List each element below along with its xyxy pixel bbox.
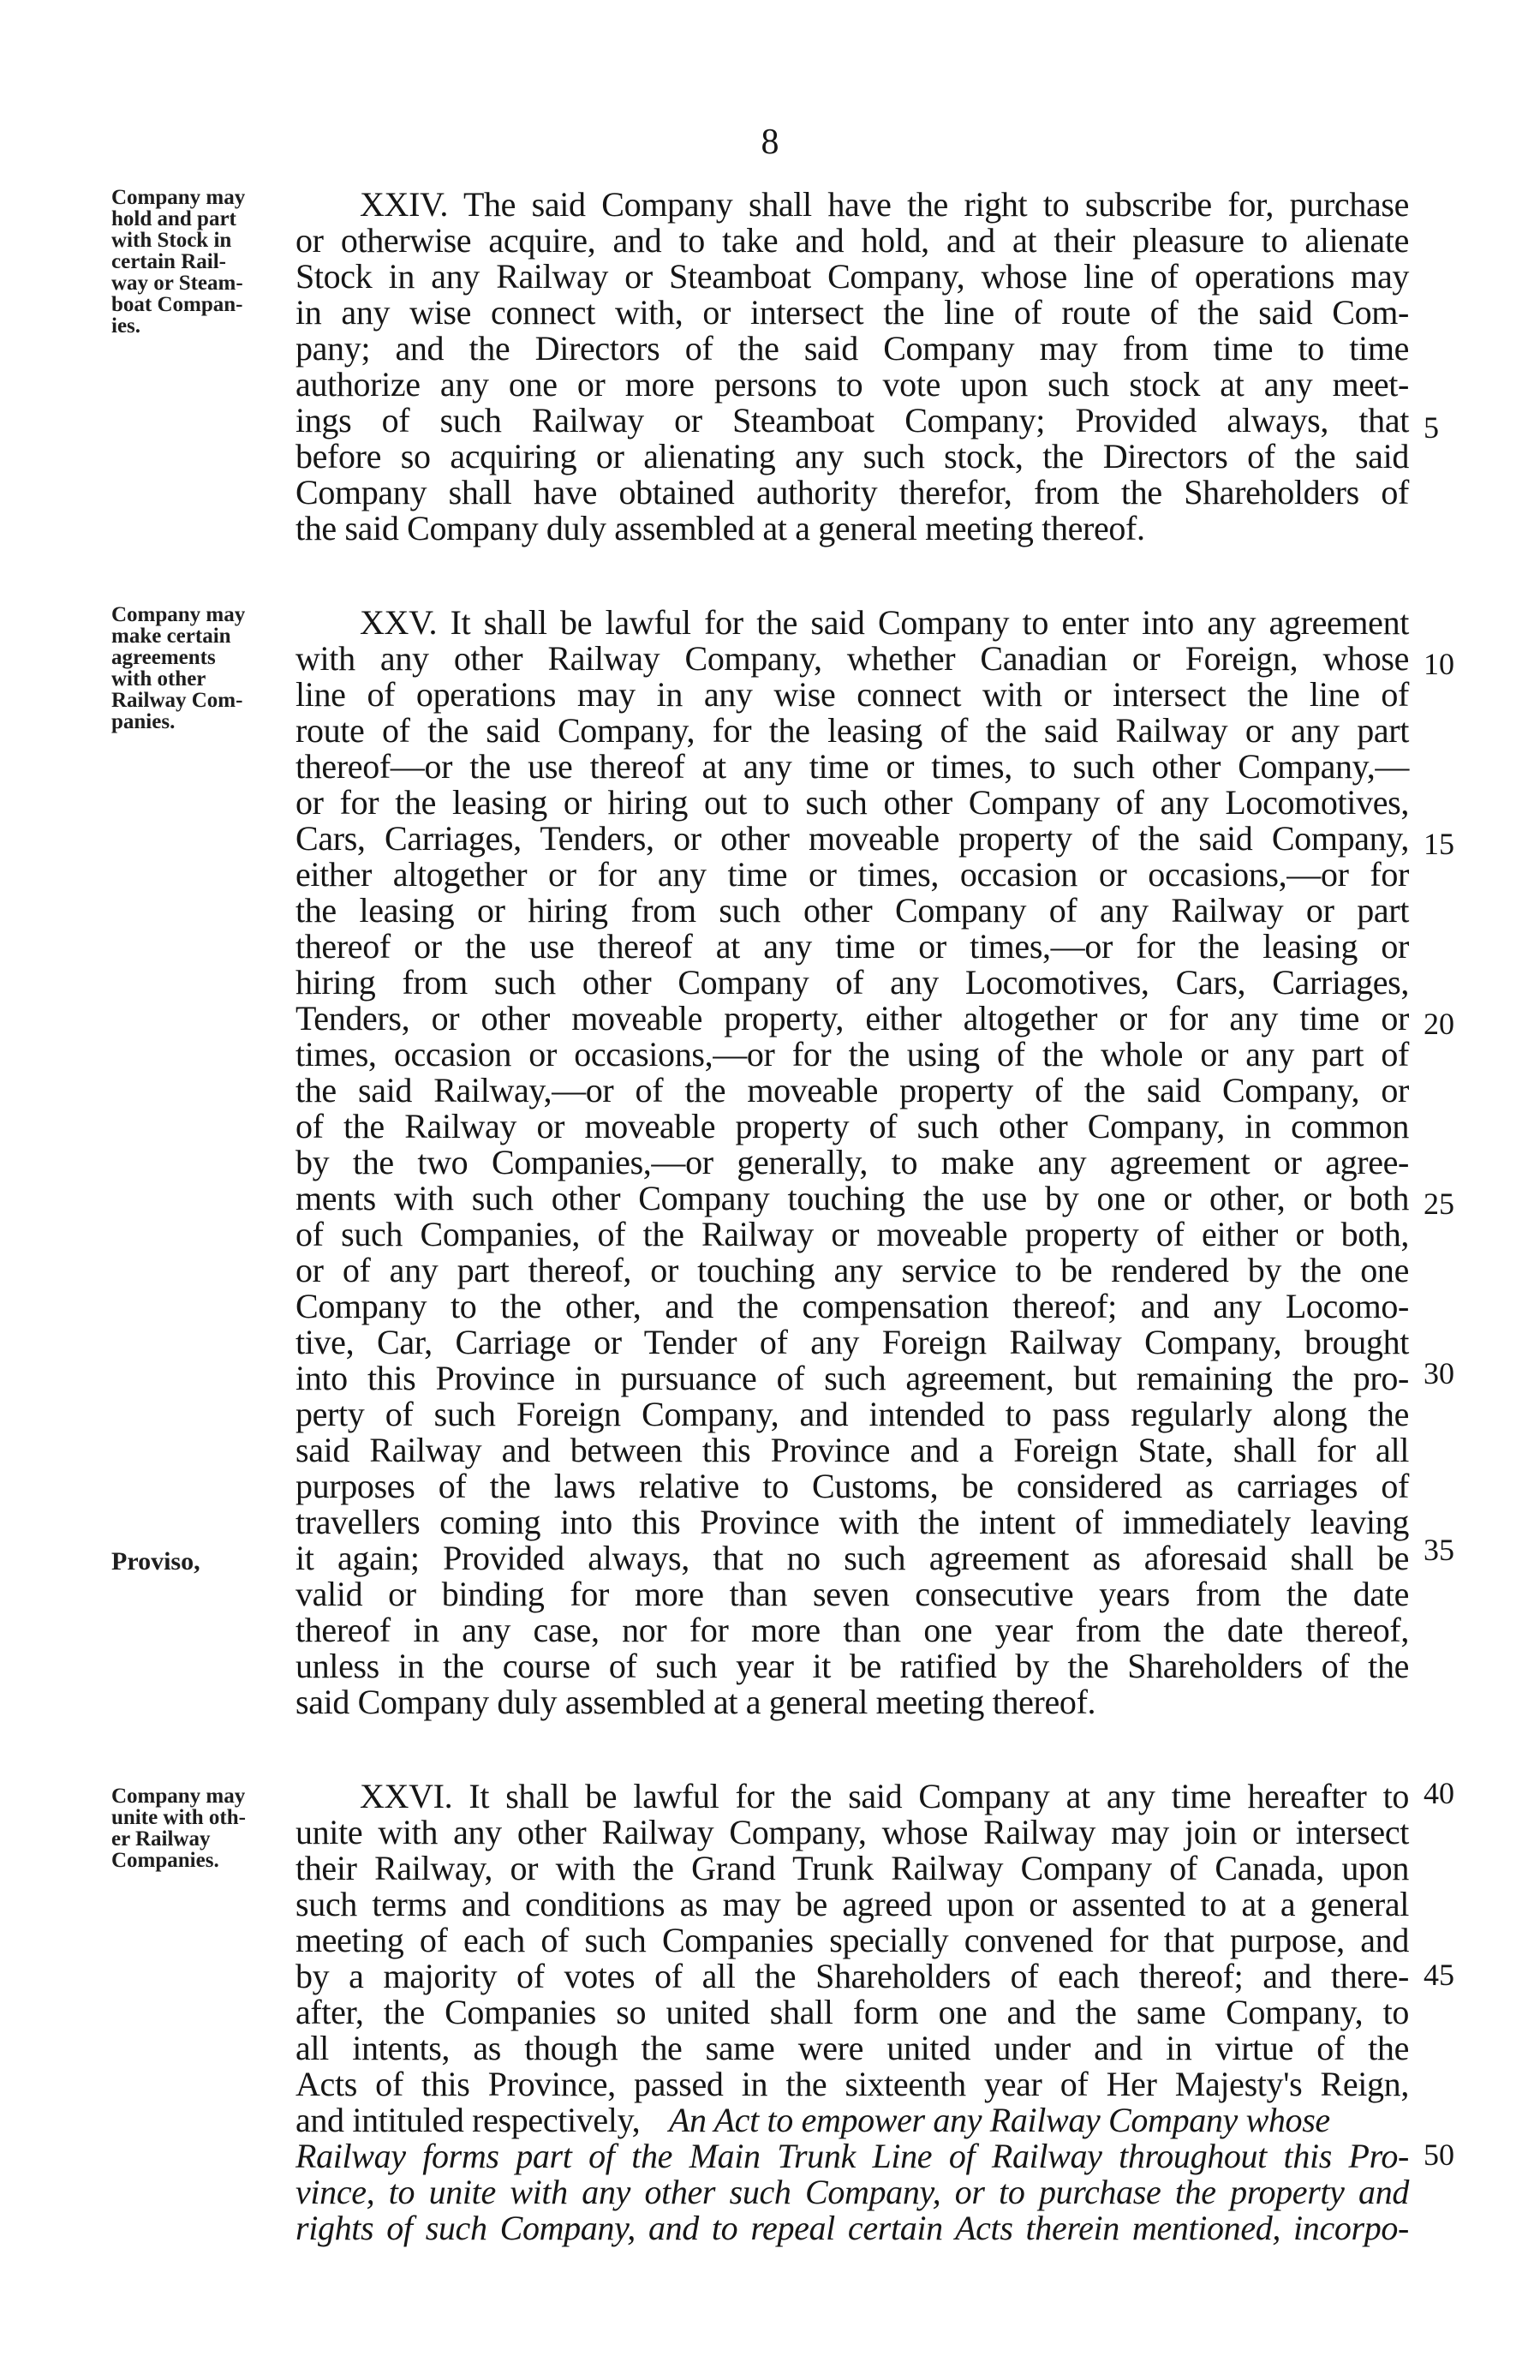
text-line: times, occasion or occasions,—or for the using of the whole or any part of	[295, 1035, 1409, 1073]
text-line: Acts of this Province, passed in the sixteenth year of Her Majesty's Reign,	[295, 2065, 1409, 2103]
text-line: vince, to unite with any other such Company, or to purchase the property and	[295, 2173, 1409, 2211]
margin-note-line: unite with oth-	[111, 1806, 246, 1829]
text-line: unless in the course of such year it be ratified by the Shareholders of the	[295, 1647, 1409, 1685]
text-line: perty of such Foreign Company, and intended to pass regularly along the	[295, 1395, 1409, 1433]
text-line: route of the said Company, for the leasing of the said Railway or any part	[295, 711, 1409, 750]
line-number: 15	[1424, 827, 1454, 861]
text-line: the said Company duly assembled at a general meeting thereof.	[295, 509, 1145, 547]
text-line: all intents, as though the same were united under and in virtue of the	[295, 2029, 1409, 2067]
text-line: ings of such Railway or Steamboat Company; Provided always, that	[295, 401, 1409, 440]
margin-note-line: make certain	[111, 625, 231, 648]
margin-note-xxvi	[111, 1785, 287, 1871]
text-line: the said Railway,—or of the moveable property of the said Company, or	[295, 1071, 1409, 1109]
margin-note-line: Company may	[111, 603, 246, 626]
text-line: tive, Car, Carriage or Tender of any Foreign Railway Company, brought	[295, 1323, 1409, 1361]
margin-note-line: boat Compan-	[111, 293, 243, 316]
text-line: XXVI. It shall be lawful for the said Company at any time hereafter to	[360, 1777, 1409, 1815]
margin-note-line: with other	[111, 667, 206, 691]
text-line: Railway forms part of the Main Trunk Line of Railway throughout this Pro-	[295, 2137, 1409, 2175]
text-line: ments with such other Company touching the use by one or other, or both	[295, 1179, 1409, 1217]
margin-note-line: er Railway	[111, 1827, 211, 1851]
line-number: 30	[1424, 1356, 1454, 1390]
margin-note-line: panies.	[111, 710, 176, 733]
line-number: 25	[1424, 1187, 1454, 1221]
text-line: Company shall have obtained authority therefor, from the Shareholders of	[295, 473, 1409, 511]
text-line: either altogether or for any time or times, occasion or occasions,—or for	[295, 855, 1409, 894]
text-line: rights of such Company, and to repeal certain Acts therein mentioned, incorpo-	[295, 2209, 1409, 2247]
text-line: the leasing or hiring from such other Company of any Railway or part	[295, 891, 1409, 930]
text-line: before so acquiring or alienating any such stock, the Directors of the said	[295, 437, 1409, 475]
margin-note-line: agreements	[111, 646, 216, 669]
text-line: Tenders, or other moveable property, either altogether or for any time or	[295, 999, 1409, 1038]
text-line: travellers coming into this Province with the intent of immediately leaving	[295, 1503, 1409, 1541]
text-line: said Railway and between this Province and a Foreign State, shall for all	[295, 1431, 1409, 1469]
text-line: or for the leasing or hiring out to such other Company of any Locomotives,	[295, 783, 1409, 822]
text-line: Company to the other, and the compensation thereof; and any Locomo-	[295, 1287, 1409, 1325]
text-line: purposes of the laws relative to Customs, be considered as carriages of	[295, 1467, 1409, 1505]
margin-note-line: with Stock in	[111, 229, 232, 252]
margin-note-line: way or Steam-	[111, 272, 243, 295]
line-number: 40	[1424, 1776, 1454, 1810]
text-line: thereof or the use thereof at any time or times,—or for the leasing or	[295, 927, 1409, 966]
text-line: by a majority of votes of all the Shareholders of each thereof; and there-	[295, 1957, 1409, 1995]
text-line-with-italic	[295, 2101, 1409, 2139]
text-line: into this Province in pursuance of such agreement, but remaining the pro-	[295, 1359, 1409, 1397]
text-line: authorize any one or more persons to vote upon such stock at any meet-	[295, 365, 1409, 404]
text-line: hiring from such other Company of any Locomotives, Cars, Carriages,	[295, 963, 1409, 1002]
text-line: after, the Companies so united shall form one and the same Company, to	[295, 1993, 1409, 2031]
text-line: by the two Companies,—or generally, to make any agreement or agree-	[295, 1143, 1409, 1181]
line-number: 20	[1424, 1007, 1454, 1041]
text-line: unite with any other Railway Company, whose Railway may join or intersect	[295, 1813, 1409, 1851]
text-line: it again; Provided always, that no such agreement as aforesaid shall be	[295, 1539, 1409, 1577]
text-span: and intituled respectively,	[295, 2101, 641, 2139]
margin-note-line: certain Rail-	[111, 250, 226, 273]
text-line: XXIV. The said Company shall have the right to subscribe for, purchase	[360, 185, 1409, 224]
line-number: 5	[1424, 410, 1439, 445]
margin-note-line: Company may	[111, 1785, 246, 1808]
proviso-note: Proviso,	[111, 1547, 200, 1576]
page-number: 8	[761, 123, 779, 162]
margin-note-line: Companies.	[111, 1849, 219, 1872]
text-line: in any wise connect with, or intersect the line of route of the said Com-	[295, 293, 1409, 332]
text-line: with any other Railway Company, whether Canadian or Foreign, whose	[295, 639, 1409, 678]
text-line: meeting of each of such Companies specially convened for that purpose, and	[295, 1921, 1409, 1959]
text-line: pany; and the Directors of the said Company may from time to time	[295, 329, 1409, 368]
text-line: said Company duly assembled at a general meeting thereof.	[295, 1683, 1096, 1721]
line-number: 10	[1424, 647, 1454, 681]
line-number: 45	[1424, 1958, 1454, 1992]
text-line: of such Companies, of the Railway or moveable property of either or both,	[295, 1215, 1409, 1253]
margin-note-line: ies.	[111, 314, 141, 338]
margin-note-line: Company may	[111, 186, 246, 209]
line-number: 50	[1424, 2138, 1454, 2172]
text-line: Cars, Carriages, Tenders, or other moveable property of the said Company,	[295, 819, 1409, 858]
text-line: line of operations may in any wise connect with or intersect the line of	[295, 675, 1409, 714]
act-title-italic: An Act to empower any Railway Company whose	[668, 2101, 1330, 2139]
text-line: or of any part thereof, or touching any service to be rendered by the one	[295, 1251, 1409, 1289]
text-line: their Railway, or with the Grand Trunk Railway Company of Canada, upon	[295, 1849, 1409, 1887]
text-line: valid or binding for more than seven consecutive years from the date	[295, 1575, 1409, 1613]
margin-note-xxv	[111, 604, 287, 733]
line-number: 35	[1424, 1533, 1454, 1567]
margin-note-xxiv	[111, 187, 287, 337]
text-line: thereof—or the use thereof at any time or times, to such other Company,—	[295, 747, 1409, 786]
text-line: Stock in any Railway or Steamboat Company, whose line of operations may	[295, 257, 1409, 296]
margin-note-line: Railway Com-	[111, 689, 243, 712]
margin-note-line: hold and part	[111, 207, 236, 230]
text-line: or otherwise acquire, and to take and hold, and at their pleasure to alienate	[295, 221, 1409, 260]
text-line: thereof in any case, nor for more than one year from the date thereof,	[295, 1611, 1409, 1649]
text-line: of the Railway or moveable property of such other Company, in common	[295, 1107, 1409, 1145]
text-line: XXV. It shall be lawful for the said Company to enter into any agreement	[360, 603, 1409, 642]
text-line: such terms and conditions as may be agreed upon or assented to at a general	[295, 1885, 1409, 1923]
